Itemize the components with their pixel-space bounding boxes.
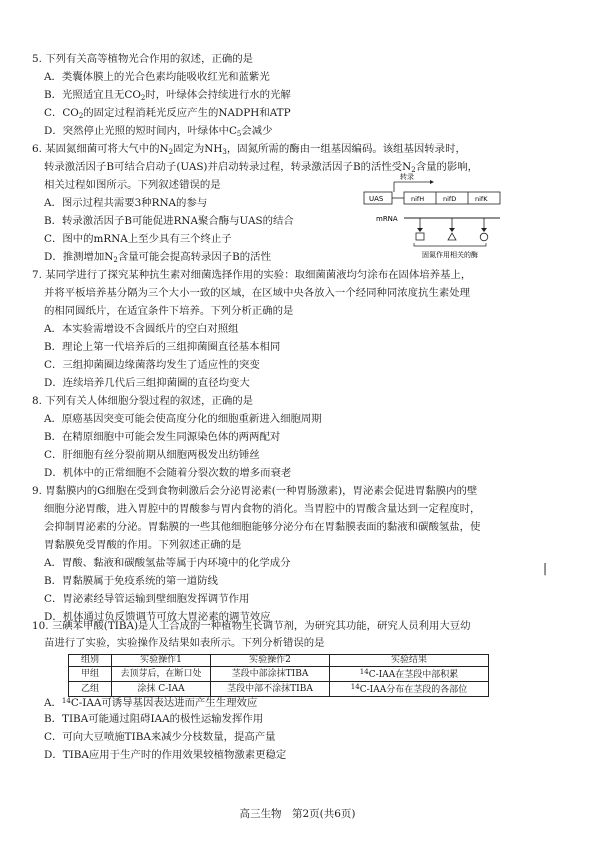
q6-stem-line1: 6. 某固氮细菌可将大气中的$N_2$固定为$NH_3$，固氮所需的酶由一组基因编码。该组基因转录时， [32,143,466,156]
table-cell: 乙组 [69,682,112,697]
table-header-cell: 实验操作1 [112,655,211,667]
q9-stem-line2: 细胞分泌胃酸，进入胃腔中的胃酸参与胃内食物的消化。当胃腔中的胃酸含量达到一定程度时， [44,503,481,515]
transcription-arrow-head [430,180,434,184]
q5-stem: 5. 下列有关高等植物光合作用的叙述，正确的是 [32,53,254,65]
enzyme-triangle [448,233,456,240]
q7-option-a: A．本实验需增设不含圆纸片的空白对照组 [44,323,239,335]
diagram-caption: 固氮作用相关的酶 [422,251,478,259]
q10-option-b: B．TIBA可能通过阻碍IAA的极性运输发挥作用 [44,713,264,725]
q6-stem-line3: 相关过程如图所示。下列叙述错误的是 [44,179,221,191]
q8-stem: 8. 下列有关人体细胞分裂过程的叙述，正确的是 [32,395,254,407]
table-header-cell: 实验操作2 [211,655,330,667]
q6-option-b: B．转录激活因子B可能促进RNA聚合酶与UAS的结合 [44,215,294,227]
q8-option-b: B．在精原细胞中可能会发生同源染色体的两两配对 [44,431,281,443]
table-cell: 茎段中部涂抹TIBA [211,667,330,682]
table-cell: 茎段中部不涂抹TIBA [211,682,330,697]
q5-option-b: B．光照适宜且无$CO_2$时，叶绿体会持续进行水的光解 [44,89,291,102]
table-cell: 去顶芽后，在断口处 [112,667,211,682]
q7-stem-line1: 7. 某同学进行了探究某种抗生素对细菌选择作用的实验：取细菌菌液均匀涂布在固体培养基上， [32,269,472,281]
q7-stem-line2: 并将平板培养基分隔为三个大小一致的区域，在区域中央各放入一个经同种同浓度抗生素处理 [44,287,471,299]
q9-stem-line3: 会抑制胃泌素的分泌。胃黏膜的一些其他细胞能够分泌分布在胃黏膜表面的黏液和碳酸氢盐，使 [44,521,481,533]
experiment-table [68,654,489,697]
table-header-cell: 实验结果 [330,655,489,667]
table-row [69,667,489,682]
table-cell: $^{14}$C-IAA分布在茎段的各部位 [330,682,489,697]
q7-option-b: B．理论上第一代培养后的三组抑菌圈直径基本相同 [44,341,281,353]
q8-option-d: D．机体中的正常细胞不会随着分裂次数的增多而衰老 [44,467,292,479]
q8-option-c: C．肝细胞有丝分裂前期从细胞两极发出纺锤丝 [44,449,260,461]
q10-stem-line1: 10. 三碘苯甲酸(TIBA)是人工合成的一种植物生长调节剂，为研究其功能，研究人员利用大豆幼 [32,620,471,632]
gene-nifK: nifK [475,195,488,203]
q10-option-d: D．TIBA应用于生产时的作用效果较植物激素更稳定 [44,749,287,761]
q9-option-d: D．机体通过负反馈调节可放大胃泌素的调节效应 [44,611,271,623]
q9-option-a: A．胃酸、黏液和碳酸氢盐等属于内环境中的化学成分 [44,557,291,569]
q6-option-a: A．图示过程共需要3种RNA的参与 [44,197,208,209]
table-cell: $^{14}$C-IAA在茎段中部积累 [330,667,489,682]
enzyme-square [416,233,424,240]
table-header-row [69,655,489,667]
enzyme-circle [480,233,488,241]
q5-option-d: D．突然停止光照的短时间内，叶绿体中$C_5$会减少 [44,125,273,138]
q9-option-c: C．胃泌素经导管运输到壁细胞发挥调节作用 [44,593,250,605]
q8-option-a: A．原癌基因突变可能会使高度分化的细胞重新进入细胞周期 [44,413,322,425]
gene-transcription-diagram [362,170,502,260]
q7-option-c: C．三组抑菌圈边缘菌落均发生了适应性的突变 [44,359,260,371]
q9-option-b: B．胃黏膜属于免疫系统的第一道防线 [44,575,218,587]
q6-option-c: C．图中的mRNA上至少具有三个终止子 [44,233,232,245]
q7-option-d: D．连续培养几代后三组抑菌圈的直径均变大 [44,377,250,389]
q5-option-c: C．$CO_2$的固定过程消耗光反应产生的NADPH和ATP [44,107,291,120]
q5-option-a: A．类囊体膜上的光合色素均能吸收红光和蓝紫光 [44,71,270,83]
uas-label: UAS [369,195,384,203]
q6-stem-line2: 转录激活因子B可结合启动子(UAS)并启动转录过程，转录激活因子B的活性受$N_2$含量的影响， [44,161,479,174]
q10-option-a: A．$^{14}$C-IAA可诱导基因表达进而产生生理效应 [44,697,258,709]
gene-nifD: nifD [443,195,457,203]
diagram-label-transcription: 转录 [400,173,414,181]
margin-mark: | [543,561,548,575]
q9-stem-line1: 9. 胃黏膜内的G细胞在受到食物刺激后会分泌胃泌素(一种胃肠激素)，胃泌素会促进胃黏膜内的壁 [32,485,478,497]
q10-stem-line2: 苗进行了实验，实验操作及结果如表所示。下列分析错误的是 [44,637,325,649]
table-cell: 涂抹 C-IAA [112,682,211,697]
table-header-cell: 组别 [69,655,112,667]
page-footer: 高三生物 第2页(共6页) [239,808,356,820]
q10-option-c: C．可向大豆喷施TIBA来减少分枝数量，提高产量 [44,731,276,743]
mrna-label: mRNA [376,215,398,223]
enzyme-bracket [414,243,486,246]
q6-option-d: D．推测增加$N_2$含量可能会提高转录因子B的活性 [44,251,271,264]
q9-stem-line4: 胃黏膜免受胃酸的作用。下列叙述正确的是 [44,539,242,551]
gene-nifH: nifH [411,195,425,203]
q7-stem-line3: 的相同圆纸片，在适宜条件下培养。下列分析正确的是 [44,305,294,317]
table-cell: 甲组 [69,667,112,682]
